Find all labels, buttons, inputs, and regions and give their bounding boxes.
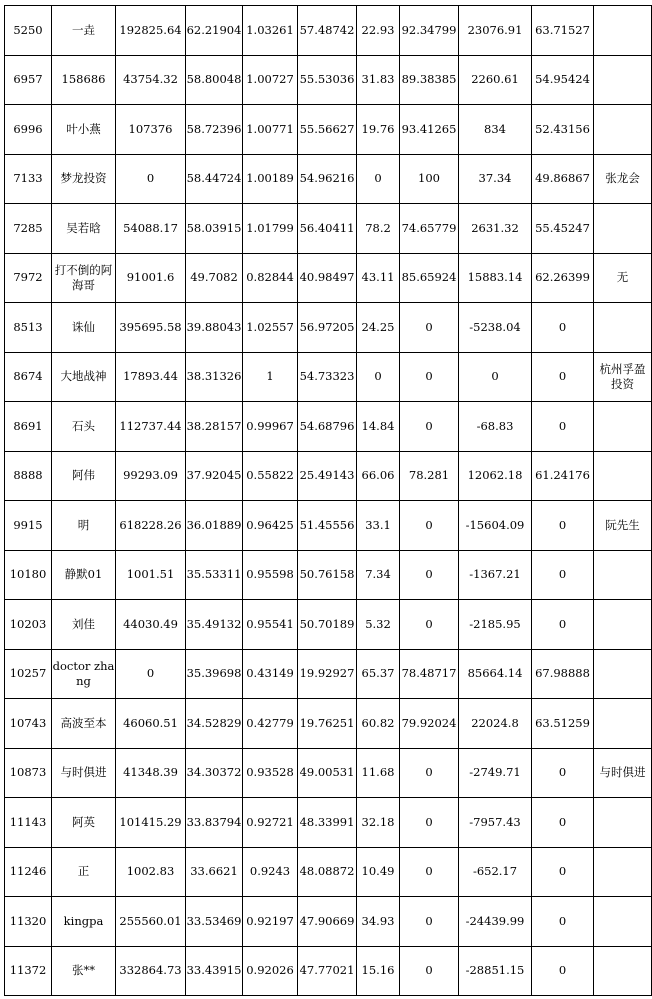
rate-cell: 0 <box>400 946 459 996</box>
table-row <box>5 204 652 254</box>
name-cell: 高波至本 <box>52 699 116 749</box>
percent-cell: 5.32 <box>357 600 400 650</box>
percent-cell: 65.37 <box>357 649 400 699</box>
score-cell: 49.7082 <box>186 253 243 303</box>
rank-cell: 9915 <box>5 501 52 551</box>
change-cell: -5238.04 <box>459 303 532 353</box>
score-cell: 38.28157 <box>186 402 243 452</box>
index-cell: 50.76158 <box>298 550 357 600</box>
table-row <box>5 6 652 56</box>
percent-cell: 14.84 <box>357 402 400 452</box>
note-cell: 无 <box>594 253 652 303</box>
index-cell: 40.98497 <box>298 253 357 303</box>
change-cell: 12062.18 <box>459 451 532 501</box>
rate-cell: 78.48717 <box>400 649 459 699</box>
metric-cell: 49.86867 <box>532 154 594 204</box>
score-cell: 58.44724 <box>186 154 243 204</box>
change-cell: -68.83 <box>459 402 532 452</box>
metric-cell: 0 <box>532 897 594 947</box>
rate-cell: 100 <box>400 154 459 204</box>
data-table <box>4 5 652 996</box>
note-cell <box>594 204 652 254</box>
ratio-cell: 0.93528 <box>243 748 298 798</box>
name-cell: 梦龙投资 <box>52 154 116 204</box>
table-row <box>5 550 652 600</box>
value-cell: 0 <box>116 649 186 699</box>
metric-cell: 52.43156 <box>532 105 594 155</box>
table-row <box>5 303 652 353</box>
ratio-cell: 1.00189 <box>243 154 298 204</box>
index-cell: 54.68796 <box>298 402 357 452</box>
change-cell: -7957.43 <box>459 798 532 848</box>
percent-cell: 10.49 <box>357 847 400 897</box>
metric-cell: 0 <box>532 946 594 996</box>
name-cell: kingpa <box>52 897 116 947</box>
note-cell <box>594 451 652 501</box>
name-cell: doctor zhang <box>52 649 116 699</box>
metric-cell: 63.71527 <box>532 6 594 56</box>
ratio-cell: 0.96425 <box>243 501 298 551</box>
value-cell: 1001.51 <box>116 550 186 600</box>
rank-cell: 8691 <box>5 402 52 452</box>
index-cell: 56.97205 <box>298 303 357 353</box>
ratio-cell: 1.01799 <box>243 204 298 254</box>
metric-cell: 55.45247 <box>532 204 594 254</box>
index-cell: 48.08872 <box>298 847 357 897</box>
table-row <box>5 600 652 650</box>
change-cell: -15604.09 <box>459 501 532 551</box>
name-cell: 阿伟 <box>52 451 116 501</box>
rate-cell: 0 <box>400 352 459 402</box>
table-row <box>5 501 652 551</box>
ratio-cell: 1.00727 <box>243 55 298 105</box>
table-row <box>5 451 652 501</box>
rank-cell: 10743 <box>5 699 52 749</box>
note-cell <box>594 946 652 996</box>
value-cell: 44030.49 <box>116 600 186 650</box>
value-cell: 101415.29 <box>116 798 186 848</box>
percent-cell: 33.1 <box>357 501 400 551</box>
ratio-cell: 0.43149 <box>243 649 298 699</box>
percent-cell: 78.2 <box>357 204 400 254</box>
index-cell: 25.49143 <box>298 451 357 501</box>
note-cell <box>594 402 652 452</box>
change-cell: 834 <box>459 105 532 155</box>
metric-cell: 63.51259 <box>532 699 594 749</box>
percent-cell: 43.11 <box>357 253 400 303</box>
rank-cell: 6957 <box>5 55 52 105</box>
name-cell: 158686 <box>52 55 116 105</box>
percent-cell: 24.25 <box>357 303 400 353</box>
metric-cell: 0 <box>532 798 594 848</box>
table-row <box>5 55 652 105</box>
rank-cell: 10873 <box>5 748 52 798</box>
rank-cell: 7972 <box>5 253 52 303</box>
note-cell <box>594 303 652 353</box>
value-cell: 618228.26 <box>116 501 186 551</box>
ratio-cell: 1.00771 <box>243 105 298 155</box>
index-cell: 51.45556 <box>298 501 357 551</box>
value-cell: 54088.17 <box>116 204 186 254</box>
metric-cell: 0 <box>532 402 594 452</box>
note-cell <box>594 847 652 897</box>
table-row <box>5 352 652 402</box>
percent-cell: 22.93 <box>357 6 400 56</box>
change-cell: 23076.91 <box>459 6 532 56</box>
metric-cell: 61.24176 <box>532 451 594 501</box>
index-cell: 55.53036 <box>298 55 357 105</box>
score-cell: 34.52829 <box>186 699 243 749</box>
metric-cell: 62.26399 <box>532 253 594 303</box>
rate-cell: 89.38385 <box>400 55 459 105</box>
rate-cell: 0 <box>400 897 459 947</box>
index-cell: 54.73323 <box>298 352 357 402</box>
table-row <box>5 699 652 749</box>
rank-cell: 8513 <box>5 303 52 353</box>
score-cell: 33.83794 <box>186 798 243 848</box>
value-cell: 91001.6 <box>116 253 186 303</box>
rate-cell: 85.65924 <box>400 253 459 303</box>
score-cell: 39.88043 <box>186 303 243 353</box>
rate-cell: 78.281 <box>400 451 459 501</box>
table-row <box>5 105 652 155</box>
metric-cell: 54.95424 <box>532 55 594 105</box>
value-cell: 41348.39 <box>116 748 186 798</box>
score-cell: 62.21904 <box>186 6 243 56</box>
ratio-cell: 0.92197 <box>243 897 298 947</box>
metric-cell: 0 <box>532 550 594 600</box>
metric-cell: 0 <box>532 600 594 650</box>
ratio-cell: 0.95598 <box>243 550 298 600</box>
change-cell: -2749.71 <box>459 748 532 798</box>
name-cell: 静默01 <box>52 550 116 600</box>
change-cell: 2631.32 <box>459 204 532 254</box>
note-cell: 杭州孚盈投资 <box>594 352 652 402</box>
table-row <box>5 847 652 897</box>
value-cell: 43754.32 <box>116 55 186 105</box>
index-cell: 49.00531 <box>298 748 357 798</box>
value-cell: 332864.73 <box>116 946 186 996</box>
rate-cell: 0 <box>400 501 459 551</box>
table-row <box>5 402 652 452</box>
rate-cell: 0 <box>400 748 459 798</box>
rate-cell: 0 <box>400 402 459 452</box>
score-cell: 33.53469 <box>186 897 243 947</box>
index-cell: 55.56627 <box>298 105 357 155</box>
index-cell: 48.33991 <box>298 798 357 848</box>
change-cell: -28851.15 <box>459 946 532 996</box>
score-cell: 35.49132 <box>186 600 243 650</box>
value-cell: 255560.01 <box>116 897 186 947</box>
index-cell: 54.96216 <box>298 154 357 204</box>
percent-cell: 0 <box>357 352 400 402</box>
metric-cell: 0 <box>532 352 594 402</box>
ratio-cell: 1.02557 <box>243 303 298 353</box>
rate-cell: 0 <box>400 550 459 600</box>
rank-cell: 8888 <box>5 451 52 501</box>
ratio-cell: 1.03261 <box>243 6 298 56</box>
table-row <box>5 748 652 798</box>
table-row <box>5 253 652 303</box>
name-cell: 与时俱进 <box>52 748 116 798</box>
note-cell: 与时俱进 <box>594 748 652 798</box>
score-cell: 58.72396 <box>186 105 243 155</box>
ratio-cell: 0.95541 <box>243 600 298 650</box>
percent-cell: 11.68 <box>357 748 400 798</box>
rank-cell: 11143 <box>5 798 52 848</box>
rate-cell: 79.92024 <box>400 699 459 749</box>
change-cell: -652.17 <box>459 847 532 897</box>
value-cell: 107376 <box>116 105 186 155</box>
rate-cell: 0 <box>400 600 459 650</box>
table-row <box>5 154 652 204</box>
index-cell: 50.70189 <box>298 600 357 650</box>
rank-cell: 6996 <box>5 105 52 155</box>
name-cell: 大地战神 <box>52 352 116 402</box>
value-cell: 1002.83 <box>116 847 186 897</box>
rate-cell: 0 <box>400 303 459 353</box>
rate-cell: 93.41265 <box>400 105 459 155</box>
value-cell: 0 <box>116 154 186 204</box>
index-cell: 47.77021 <box>298 946 357 996</box>
rank-cell: 5250 <box>5 6 52 56</box>
note-cell <box>594 600 652 650</box>
name-cell: 叶小燕 <box>52 105 116 155</box>
table-row <box>5 649 652 699</box>
percent-cell: 60.82 <box>357 699 400 749</box>
ratio-cell: 0.55822 <box>243 451 298 501</box>
change-cell: 2260.61 <box>459 55 532 105</box>
score-cell: 33.6621 <box>186 847 243 897</box>
value-cell: 192825.64 <box>116 6 186 56</box>
change-cell: 37.34 <box>459 154 532 204</box>
rank-cell: 7285 <box>5 204 52 254</box>
rank-cell: 11372 <box>5 946 52 996</box>
note-cell: 张龙会 <box>594 154 652 204</box>
table-row <box>5 798 652 848</box>
percent-cell: 34.93 <box>357 897 400 947</box>
note-cell <box>594 6 652 56</box>
ratio-cell: 0.99967 <box>243 402 298 452</box>
index-cell: 19.92927 <box>298 649 357 699</box>
change-cell: 15883.14 <box>459 253 532 303</box>
change-cell: 0 <box>459 352 532 402</box>
table-body <box>5 6 652 996</box>
change-cell: -1367.21 <box>459 550 532 600</box>
change-cell: -24439.99 <box>459 897 532 947</box>
note-cell <box>594 699 652 749</box>
name-cell: 刘佳 <box>52 600 116 650</box>
note-cell: 阮先生 <box>594 501 652 551</box>
table-row <box>5 946 652 996</box>
rate-cell: 92.34799 <box>400 6 459 56</box>
score-cell: 33.43915 <box>186 946 243 996</box>
score-cell: 35.53311 <box>186 550 243 600</box>
name-cell: 吴若晗 <box>52 204 116 254</box>
rank-cell: 8674 <box>5 352 52 402</box>
rate-cell: 74.65779 <box>400 204 459 254</box>
name-cell: 明 <box>52 501 116 551</box>
value-cell: 99293.09 <box>116 451 186 501</box>
metric-cell: 0 <box>532 847 594 897</box>
table-row <box>5 897 652 947</box>
note-cell <box>594 105 652 155</box>
ratio-cell: 0.42779 <box>243 699 298 749</box>
rate-cell: 0 <box>400 798 459 848</box>
score-cell: 34.30372 <box>186 748 243 798</box>
score-cell: 36.01889 <box>186 501 243 551</box>
change-cell: 22024.8 <box>459 699 532 749</box>
name-cell: 张** <box>52 946 116 996</box>
value-cell: 17893.44 <box>116 352 186 402</box>
percent-cell: 15.16 <box>357 946 400 996</box>
percent-cell: 19.76 <box>357 105 400 155</box>
ratio-cell: 0.9243 <box>243 847 298 897</box>
change-cell: 85664.14 <box>459 649 532 699</box>
rank-cell: 11320 <box>5 897 52 947</box>
ratio-cell: 1 <box>243 352 298 402</box>
value-cell: 395695.58 <box>116 303 186 353</box>
percent-cell: 66.06 <box>357 451 400 501</box>
percent-cell: 7.34 <box>357 550 400 600</box>
ratio-cell: 0.82844 <box>243 253 298 303</box>
metric-cell: 0 <box>532 501 594 551</box>
name-cell: 诛仙 <box>52 303 116 353</box>
percent-cell: 32.18 <box>357 798 400 848</box>
rank-cell: 7133 <box>5 154 52 204</box>
rank-cell: 10180 <box>5 550 52 600</box>
percent-cell: 31.83 <box>357 55 400 105</box>
rank-cell: 10203 <box>5 600 52 650</box>
index-cell: 47.90669 <box>298 897 357 947</box>
score-cell: 38.31326 <box>186 352 243 402</box>
index-cell: 19.76251 <box>298 699 357 749</box>
metric-cell: 0 <box>532 748 594 798</box>
name-cell: 阿英 <box>52 798 116 848</box>
rank-cell: 11246 <box>5 847 52 897</box>
ratio-cell: 0.92026 <box>243 946 298 996</box>
score-cell: 58.80048 <box>186 55 243 105</box>
value-cell: 112737.44 <box>116 402 186 452</box>
metric-cell: 0 <box>532 303 594 353</box>
note-cell <box>594 897 652 947</box>
note-cell <box>594 649 652 699</box>
score-cell: 37.92045 <box>186 451 243 501</box>
name-cell: 正 <box>52 847 116 897</box>
index-cell: 56.40411 <box>298 204 357 254</box>
name-cell: 石头 <box>52 402 116 452</box>
percent-cell: 0 <box>357 154 400 204</box>
rank-cell: 10257 <box>5 649 52 699</box>
ratio-cell: 0.92721 <box>243 798 298 848</box>
score-cell: 58.03915 <box>186 204 243 254</box>
score-cell: 35.39698 <box>186 649 243 699</box>
name-cell: 一垚 <box>52 6 116 56</box>
note-cell <box>594 550 652 600</box>
note-cell <box>594 55 652 105</box>
value-cell: 46060.51 <box>116 699 186 749</box>
change-cell: -2185.95 <box>459 600 532 650</box>
rate-cell: 0 <box>400 847 459 897</box>
note-cell <box>594 798 652 848</box>
name-cell: 打不倒的阿海哥 <box>52 253 116 303</box>
metric-cell: 67.98888 <box>532 649 594 699</box>
index-cell: 57.48742 <box>298 6 357 56</box>
